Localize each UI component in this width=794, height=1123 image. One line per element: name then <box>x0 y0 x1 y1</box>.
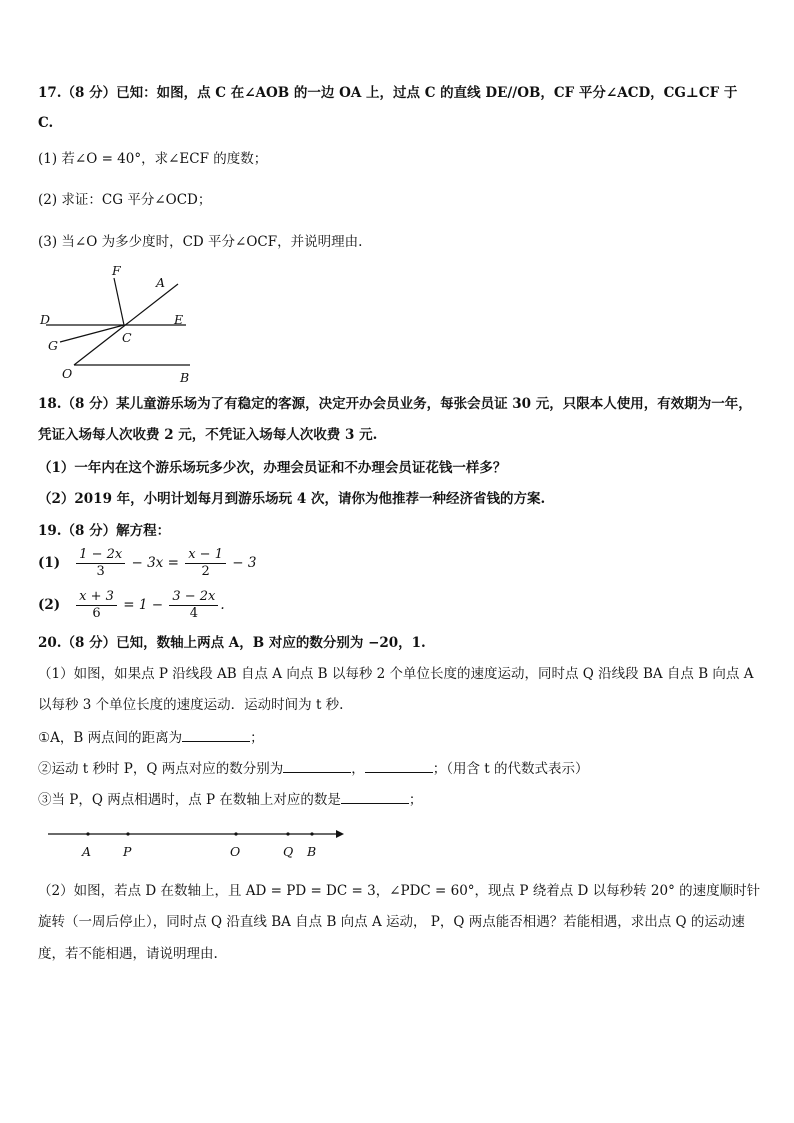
q18-part2: （2）2019 年，小明计划每月到游乐场玩 4 次，请你为他推荐一种经济省钱的方案. <box>38 491 546 507</box>
q20-sub2-text: ②运动 t 秒时 P，Q 两点对应的数分别为 <box>38 761 284 777</box>
q19-eq2-tail: . <box>220 597 225 613</box>
q18-line1: 18.（8 分）某儿童游乐场为了有稳定的客源，决定开办会员业务，每张会员证 30 元，只限本人使用，有效期为一年， <box>38 396 752 412</box>
point-O <box>234 832 237 835</box>
axis-label-A: A <box>82 844 92 859</box>
q20-sub3 <box>38 791 758 809</box>
q19-eq2-frac1-den: 6 <box>92 605 101 621</box>
ray-CF <box>114 278 124 325</box>
q19-eq1-frac2-num: x − 1 <box>185 547 226 564</box>
q19-title: 19.（8 分）解方程： <box>38 523 171 539</box>
q20-sub1 <box>38 729 758 747</box>
point-A <box>86 832 89 835</box>
q20-part2b: 旋转（一周后停止），同时点 Q 沿直线 BA 自点 B 向点 A 运动， P，Q 两点能否相遇？若能相遇，求出点 Q 的运动速 <box>38 914 745 930</box>
q19-eq1-frac1 <box>76 547 125 580</box>
label-B: B <box>180 370 190 385</box>
q19-eq1-frac2-den: 2 <box>201 563 210 579</box>
answer-blank-4[interactable] <box>341 791 409 804</box>
q20-line1: 20.（8 分）已知，数轴上两点 A，B 对应的数分别为 −20，1. <box>38 635 426 651</box>
q19-eq1 <box>38 545 758 581</box>
axis-label-O: O <box>230 844 241 859</box>
q18-part1: （1）一年内在这个游乐场玩多少次，办理会员证和不办理会员证花钱一样多？ <box>38 460 507 476</box>
point-B <box>310 832 313 835</box>
answer-blank-2[interactable] <box>283 760 351 773</box>
q19-eq1-label: (1) <box>38 555 61 571</box>
q19-eq2-frac2 <box>169 589 218 622</box>
q20-sub1-text: ①A，B 两点间的距离为 <box>38 730 183 746</box>
q19-eq2-mid: = 1 − <box>118 597 168 613</box>
answer-blank-3[interactable] <box>365 760 433 773</box>
q19-eq1-frac1-num: 1 − 2x <box>76 547 125 564</box>
label-F: F <box>112 263 121 278</box>
label-D: D <box>40 312 51 327</box>
q20-sub2-end: ；（用含 t 的代数式表示） <box>432 761 589 777</box>
q18-line2: 凭证入场每人次收费 2 元，不凭证入场每人次收费 3 元. <box>38 427 378 443</box>
arrow-head <box>336 830 344 838</box>
q17-line2: C. <box>38 115 54 131</box>
label-O: O <box>62 366 73 381</box>
q19-eq1-frac2 <box>185 547 226 580</box>
q19-eq1-mid: − 3x = <box>127 555 184 571</box>
axis-label-Q: Q <box>283 844 294 859</box>
q19-eq2-frac1-num: x + 3 <box>76 589 117 606</box>
point-P <box>126 832 129 835</box>
axis-label-P: P <box>123 844 132 859</box>
q19-eq2-frac2-den: 4 <box>189 605 198 621</box>
q20-part1a: （1）如图，如果点 P 沿线段 AB 自点 A 向点 B 以每秒 2 个单位长度的速度运动，同时点 Q 沿线段 BA 自点 B 向点 A <box>38 666 754 682</box>
q20-part2a: （2）如图，若点 D 在数轴上，且 AD = PD = DC = 3，∠PDC = 60°，现点 P 绕着点 D 以每秒转 20° 的速度顺时针 <box>38 883 761 899</box>
answer-blank-1[interactable] <box>182 729 250 742</box>
q17-part1: (1) 若∠O = 40°，求∠ECF 的度数； <box>38 151 268 167</box>
q20-sub1-end: ； <box>250 730 264 746</box>
q20-sub2 <box>38 760 758 778</box>
q20-part2c: 度，若不能相遇，请说明理由. <box>38 946 218 962</box>
label-A: A <box>156 275 166 290</box>
label-E: E <box>174 312 184 327</box>
label-C: C <box>122 330 132 345</box>
q17-part2: (2) 求证：CG 平分∠OCD； <box>38 192 212 208</box>
q20-sub2-mid: ， <box>351 761 365 777</box>
q17-line1: 17.（8 分）已知：如图，点 C 在∠AOB 的一边 OA 上，过点 C 的直线 DE//OB，CF 平分∠ACD，CG⊥CF 于 <box>38 85 738 101</box>
q17-figure <box>36 262 206 388</box>
q19-eq2-label: (2) <box>38 597 61 613</box>
label-G: G <box>48 338 58 353</box>
point-Q <box>286 832 289 835</box>
q17-part3: (3) 当∠O 为多少度时，CD 平分∠OCF，并说明理由. <box>38 234 363 250</box>
q19-eq2-frac1 <box>76 589 117 622</box>
q19-eq1-frac1-den: 3 <box>96 563 105 579</box>
q19-eq2-frac2-num: 3 − 2x <box>169 589 218 606</box>
q20-part1b: 以每秒 3 个单位长度的速度运动．运动时间为 t 秒. <box>38 697 344 713</box>
axis-label-B: B <box>307 844 317 859</box>
q20-sub3-text: ③当 P，Q 两点相遇时，点 P 在数轴上对应的数是 <box>38 792 341 808</box>
q19-eq1-tail: − 3 <box>227 555 257 571</box>
q20-sub3-end: ； <box>408 792 423 808</box>
number-line-figure <box>40 822 350 864</box>
q19-eq2 <box>38 587 758 623</box>
